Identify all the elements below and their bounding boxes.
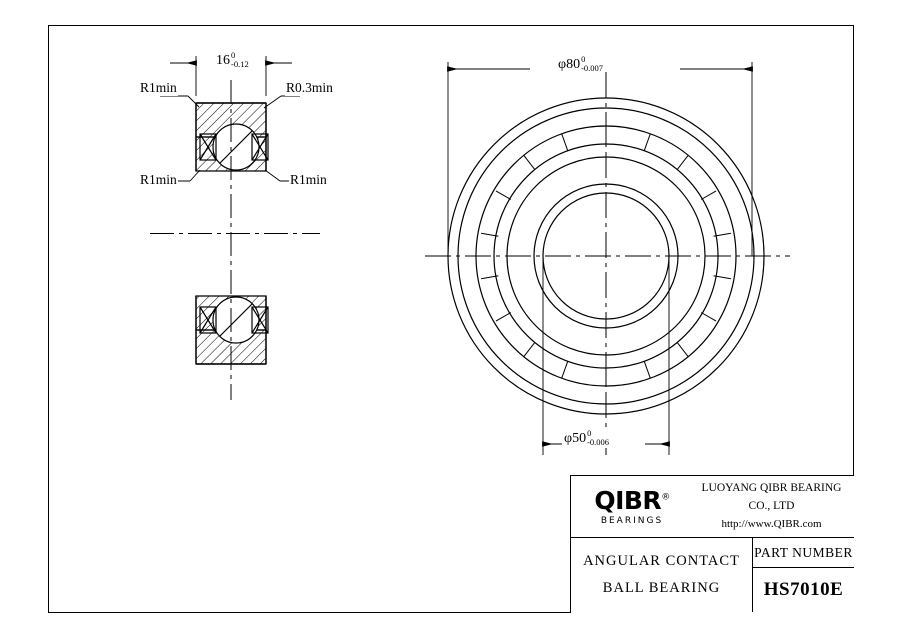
logo-wordmark: QIBR®	[594, 485, 670, 515]
bore-diameter-label: φ50 0 -0.006	[564, 428, 610, 447]
product-type-line1: ANGULAR CONTACT	[583, 553, 740, 570]
title-block	[570, 475, 854, 613]
title-block-body	[571, 538, 854, 612]
r1min-mid-left-label: R1min	[140, 172, 177, 187]
product-type	[571, 538, 753, 612]
registered-trademark-icon: ®	[661, 492, 670, 503]
r1min-mid-right-label: R1min	[290, 172, 327, 187]
part-number-block	[753, 538, 854, 612]
qibr-logo	[571, 485, 693, 526]
company-info	[693, 480, 854, 533]
outer-diameter-label: φ80 0 -0.007	[558, 54, 604, 73]
r1min-top-left-label: R1min	[140, 80, 177, 95]
part-number-label: PART NUMBER	[753, 538, 854, 568]
company-website: http://www.QIBR.com	[721, 517, 822, 530]
r03min-top-right-label: R0.3min	[286, 80, 333, 95]
part-number-value: HS7010E	[763, 579, 844, 600]
company-name: LUOYANG QIBR BEARING CO., LTD	[701, 482, 842, 512]
logo-subtitle: BEARINGS	[600, 515, 664, 526]
product-type-line2: BALL BEARING	[602, 580, 721, 596]
width-dimension-label: 16 0 -0.12	[216, 50, 249, 69]
title-block-header	[571, 476, 854, 538]
